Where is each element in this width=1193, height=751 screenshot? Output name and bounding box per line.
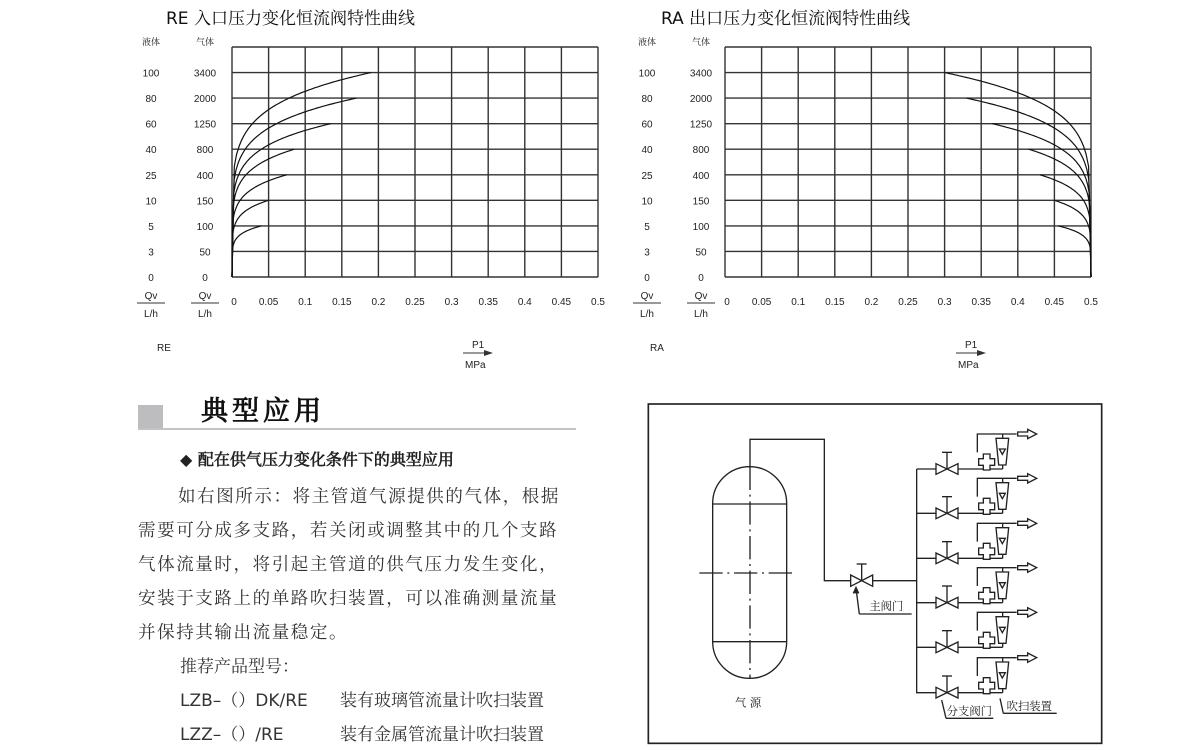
y-tick-gas: 2000 (193, 94, 217, 106)
chart-title-ra: RA 出口压力变化恒流阀特性曲线 (661, 9, 911, 29)
regulator-icon (979, 632, 995, 648)
y-tick-liquid: 40 (145, 145, 157, 157)
y-tick-liquid: 25 (641, 170, 653, 182)
x-tick-label: 0.1 (298, 297, 313, 308)
y-tick-liquid: 100 (142, 68, 160, 80)
y-unit-top: Qv (144, 291, 158, 302)
chart-re (0, 0, 615, 380)
y-unit-bottom: L/h (144, 309, 158, 320)
x-tick-label: 0.2 (864, 297, 879, 308)
y-tick-gas: 0 (698, 273, 704, 284)
x-label-bottom: MPa (465, 360, 486, 371)
section-title: 典型应用 (201, 396, 325, 427)
outlet-arrow-icon (1018, 429, 1037, 438)
main-valve (851, 564, 873, 586)
x-tick-label: 0.35 (478, 297, 498, 308)
y-tick-liquid: 5 (148, 221, 154, 233)
y-tick-liquid: 0 (148, 273, 154, 284)
diagram-frame (648, 404, 1101, 743)
y-tick-gas: 100 (196, 221, 214, 233)
branch-line (917, 608, 1037, 653)
y-tick-gas: 1250 (689, 119, 713, 131)
x-tick-label: 0.3 (937, 297, 952, 308)
y-tick-gas: 100 (692, 221, 710, 233)
series-curve (232, 200, 269, 277)
outlet-arrow-icon (1018, 474, 1037, 483)
section-subtitle: ◆ 配在供气压力变化条件下的典型应用 (180, 450, 454, 469)
y-tick-gas: 800 (692, 145, 710, 157)
x-tick-label: 0.1 (791, 297, 806, 308)
x-tick-label: 0.05 (258, 297, 279, 308)
regulator-icon (979, 588, 995, 604)
flowmeter-icon (996, 528, 1009, 555)
y-tick-gas: 2000 (689, 94, 713, 106)
y-header-gas: 气体 (692, 37, 711, 47)
x-label-bottom: MPa (958, 360, 979, 371)
x-tick-label: 0.4 (1010, 297, 1025, 308)
piping-diagram (640, 400, 1110, 745)
y-tick-gas: 50 (199, 247, 211, 259)
main-valve-label: 主阀门 (869, 599, 904, 613)
y-tick-gas: 150 (692, 196, 710, 208)
x-tick-label: 0.15 (332, 297, 352, 308)
regulator-icon (979, 543, 995, 559)
paragraph-line: 气体流量时，将引起主管道的供气压力发生变化， (138, 555, 559, 575)
paragraph-line: 安装于支路上的单路吹扫装置，可以准确测量流量 (138, 589, 559, 609)
outlet-arrow-icon (1018, 608, 1037, 617)
y-tick-gas: 3400 (193, 68, 217, 80)
y-unit-bottom: L/h (694, 309, 708, 320)
x-tick-label: 0.5 (1084, 297, 1098, 308)
y-tick-gas: 1250 (193, 119, 217, 131)
x-label-top: P1 (472, 340, 485, 351)
outlet-arrow-icon (1018, 653, 1037, 662)
y-tick-gas: 50 (695, 247, 707, 259)
regulator-icon (979, 498, 995, 514)
recommend-label: 推荐产品型号： (180, 657, 299, 677)
y-tick-liquid: 80 (145, 94, 157, 106)
purge-device-label: 吹扫装置 (1006, 699, 1052, 713)
y-unit-bottom: L/h (198, 309, 212, 320)
branch-line (917, 653, 1037, 698)
paragraph-line: 如右图所示：将主管道气源提供的气体，根据 (178, 487, 560, 507)
chart-corner-label: RA (650, 343, 664, 354)
y-tick-liquid: 60 (641, 119, 653, 131)
branch-valve-label: 分支阀门 (946, 704, 992, 718)
flowmeter-icon (996, 483, 1009, 510)
chart-title-re: RE 入口压力变化恒流阀特性曲线 (166, 9, 415, 29)
x-tick-label: 0.05 (751, 297, 772, 308)
series-curve (967, 98, 1091, 277)
y-tick-gas: 150 (196, 196, 214, 208)
paragraph-line: 需要可分成多支路，若关闭或调整其中的几个支路 (138, 521, 559, 541)
gas-tank (699, 467, 796, 679)
chart-corner-label: RE (157, 343, 171, 354)
y-tick-liquid: 0 (644, 273, 650, 284)
flowmeter-icon (996, 662, 1009, 689)
model-code: LZZ–（）/RE (180, 725, 284, 745)
x-tick-label: 0.35 (971, 297, 991, 308)
flowmeter-icon (996, 572, 1009, 599)
branch-line (917, 429, 1037, 474)
x-axis-arrowhead (484, 350, 493, 356)
y-unit-top: Qv (640, 291, 654, 302)
regulator-icon (979, 678, 995, 694)
x-tick-label: 0 (231, 297, 237, 308)
y-header-gas: 气体 (196, 37, 215, 47)
regulator-icon (979, 454, 995, 470)
x-tick-label: 0.25 (898, 297, 918, 308)
y-unit-top: Qv (198, 291, 212, 302)
section-divider (138, 428, 576, 430)
y-tick-liquid: 10 (145, 196, 157, 208)
y-tick-liquid: 80 (641, 94, 653, 106)
y-tick-liquid: 5 (644, 221, 650, 233)
y-tick-gas: 400 (692, 170, 710, 182)
x-tick-label: 0.4 (517, 297, 532, 308)
chart-ra (615, 0, 1193, 380)
y-tick-gas: 800 (196, 145, 214, 157)
y-unit-bottom: L/h (640, 309, 654, 320)
x-tick-label: 0.25 (405, 297, 425, 308)
model-desc: 装有玻璃管流量计吹扫装置 (340, 691, 544, 711)
y-tick-gas: 400 (196, 170, 214, 182)
y-tick-liquid: 100 (638, 68, 656, 80)
y-header-liquid: 液体 (638, 37, 657, 47)
branch-line (917, 519, 1037, 564)
y-tick-gas: 3400 (689, 68, 713, 80)
x-tick-label: 0.45 (551, 297, 572, 308)
branch-line (917, 474, 1037, 519)
x-tick-label: 0.5 (591, 297, 605, 308)
model-desc: 装有金属管流量计吹扫装置 (340, 725, 544, 745)
x-tick-label: 0 (724, 297, 730, 308)
section-marker (138, 405, 163, 429)
y-header-liquid: 液体 (142, 37, 161, 47)
model-code: LZB–（）DK/RE (180, 691, 308, 711)
paragraph-line: 并保持其输出流量稳定。 (138, 623, 349, 643)
x-tick-label: 0.15 (825, 297, 845, 308)
y-tick-liquid: 25 (145, 170, 157, 182)
y-tick-liquid: 60 (145, 119, 157, 131)
y-tick-liquid: 3 (644, 247, 650, 259)
source-label: 气 源 (735, 695, 762, 710)
x-tick-label: 0.2 (371, 297, 386, 308)
x-tick-label: 0.3 (444, 297, 459, 308)
model-row (180, 686, 544, 711)
y-unit-top: Qv (694, 291, 708, 302)
x-axis-arrowhead (977, 350, 986, 356)
main-pipe (750, 439, 851, 580)
y-tick-liquid: 3 (148, 247, 154, 259)
y-tick-liquid: 10 (641, 196, 653, 208)
branch-line (917, 563, 1037, 608)
description-paragraph (138, 480, 588, 650)
y-tick-liquid: 40 (641, 145, 653, 157)
y-tick-gas: 0 (202, 273, 208, 284)
model-row (180, 720, 544, 745)
flowmeter-icon (996, 617, 1009, 644)
outlet-arrow-icon (1018, 519, 1037, 528)
flowmeter-icon (996, 438, 1009, 465)
x-tick-label: 0.45 (1044, 297, 1065, 308)
x-label-top: P1 (965, 340, 978, 351)
outlet-arrow-icon (1018, 563, 1037, 572)
